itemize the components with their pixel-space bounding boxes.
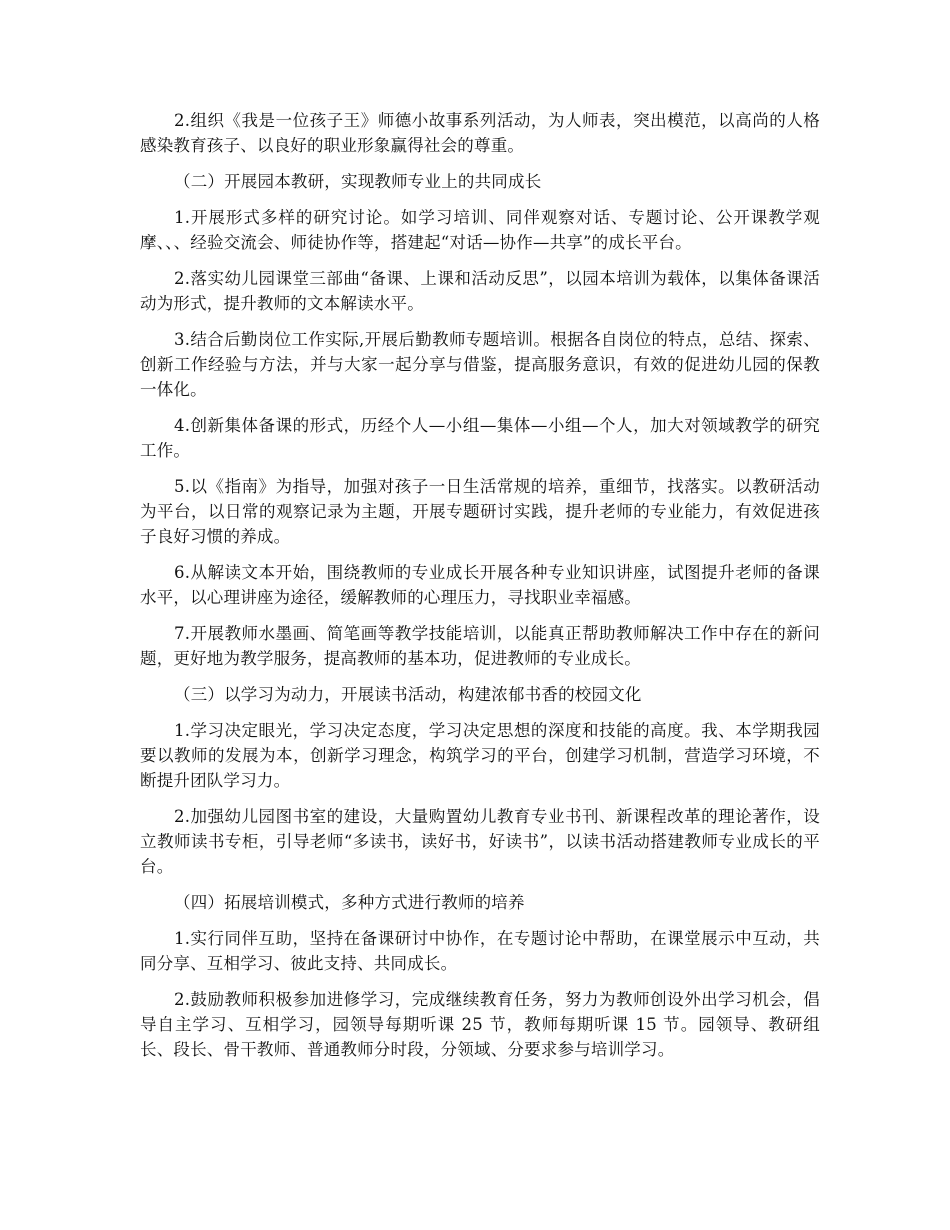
document-body [140, 108, 820, 1073]
paragraph-library-building: 2.加强幼儿园图书室的建设，大量购置幼儿教育专业书刊、新课程改革的理论著作，设立教师读书专柜，引导老师“多读书，读好书，好读书”，以读书活动搭建教师专业成长的平台。 [140, 807, 820, 876]
paragraph-research-discussion: 1.开展形式多样的研究讨论。如学习培训、同伴观察对话、专题讨论、公开课教学观摩、、、经验交流会、师徒协作等，搭建起“对话—协作—共享”的成长平台。 [140, 208, 820, 252]
section-heading-4: （四）拓展培训模式，多种方式进行教师的培养 [174, 893, 525, 912]
paragraph-further-study: 2.鼓励教师积极参加进修学习，完成继续教育任务，努力为教师创设外出学习机会，倡导自主学习、互相学习，园领导每期听课 25 节，教师每期听课 15 节。园领导、教研组长、段长、骨干教师、普通教师分时段，分领域、分要求参与培训学习。 [140, 990, 820, 1059]
paragraph-teacher-ethics-story: 2.组织《我是一位孩子王》师德小故事系列活动，为人师表，突出模范，以高尚的人格感染教育孩子、以良好的职业形象赢得社会的尊重。 [140, 111, 820, 155]
paragraph-logistics-training: 3.结合后勤岗位工作实际,开展后勤教师专题培训。根据各自岗位的特点，总结、探索、创新工作经验与方法，并与大家一起分享与借鉴，提高服务意识，有效的促进幼儿园的保教一体化。 [140, 330, 820, 399]
section-heading-2: （二）开展园本教研，实现教师专业上的共同成长 [174, 172, 542, 191]
paragraph-learning-vision: 1.学习决定眼光，学习决定态度，学习决定思想的深度和技能的高度。我、本学期我园要以教师的发展为本，创新学习理念，构筑学习的平台，创建学习机制，营造学习环境，不断提升团队学习力。 [140, 721, 820, 790]
paragraph-skills-training: 7.开展教师水墨画、简笔画等教学技能培训，以能真正帮助教师解决工作中存在的新问题，更好地为教学服务，提高教师的基本功，促进教师的专业成长。 [140, 624, 820, 668]
paragraph-peer-support: 1.实行同伴互助，坚持在备课研讨中协作，在专题讨论中帮助，在课堂展示中互动，共同分享、互相学习、彼此支持、共同成长。 [140, 929, 820, 973]
section-heading-3: （三）以学习为动力，开展读书活动，构建浓郁书香的校园文化 [174, 685, 642, 704]
paragraph-collective-lesson-prep: 4.创新集体备课的形式，历经个人—小组—集体—小组—个人，加大对领域教学的研究工作。 [140, 416, 820, 460]
paragraph-three-step-lesson: 2.落实幼儿园课堂三部曲“备课、上课和活动反思”，以园本培训为载体，以集体备课活动为形式，提升教师的文本解读水平。 [140, 269, 820, 313]
paragraph-lecture-series: 6.从解读文本开始，围绕教师的专业成长开展各种专业知识讲座，试图提升老师的备课水平，以心理讲座为途径，缓解教师的心理压力，寻找职业幸福感。 [140, 563, 820, 607]
paragraph-guide-routine: 5.以《指南》为指导，加强对孩子一日生活常规的培养，重细节，找落实。以教研活动为平台，以日常的观察记录为主题，开展专题研讨实践，提升老师的专业能力，有效促进孩子良好习惯的养成。 [140, 477, 820, 546]
